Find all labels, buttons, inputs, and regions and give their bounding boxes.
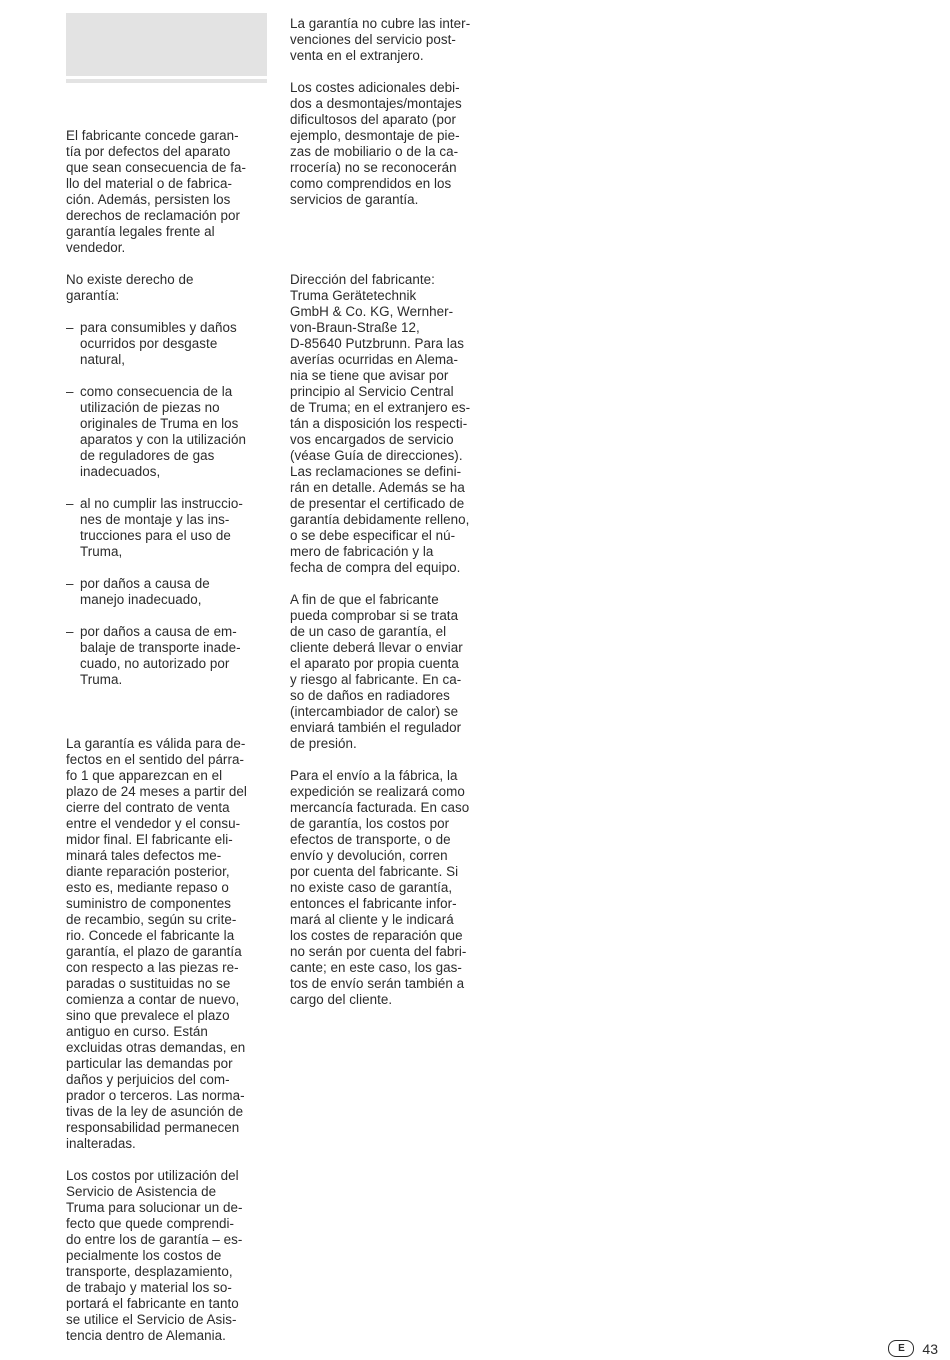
language-badge: E bbox=[888, 1340, 914, 1357]
abroad-service-paragraph: La garantía no cubre las inter- venciones del servicio post- venta en el extranjero. bbox=[290, 16, 471, 63]
warranty-validity-paragraph: La garantía es válida para de- fectos en el sentido del párra- fo 1 que apparezcan en el plazo de 24 meses a partir del cierre del contrato de venta entre el vendedor y el consu- midor final. El fabricante eli- minará tales defectos me- diante reparación posterior, esto es, mediante repaso o suministro de componentes de recambio, según su crite- rio. Concede el fabricante la garantía, el plazo de garantía con respecto a las piezas re- paradas o sustituidas no se comienza a contar de nuevo, sino que prevalece el plazo antiguo en curso. Están excluidas otras demandas, en particular las demandas por daños y perjuicios del com- prador o terceros. Las norma- tivas de la ley de asunción de responsabilidad permanecen inalteradas. bbox=[66, 736, 247, 1151]
exclusion-text: al no cumplir las instruccio- nes de montaje y las ins- trucciones para el uso de Truma, bbox=[80, 496, 243, 559]
dash-bullet: – bbox=[66, 576, 74, 591]
manufacturer-address-paragraph: Dirección del fabricante: Truma Gerätetechnik GmbH & Co. KG, Wernher- von-Braun-Straße 12, D-85640 Putzbrunn. Para las averías ocurridas en Alema- nia se tiene que avisar por principio al Servicio Central de Truma; en el extranjero es- tán a disposición los respecti- vos encargados de servicio (véase Guía de direcciones). Las reclamaciones se defini- rán en detalle. Además se ha de presentar el certificado de garantía debidamente relleno, o se debe especificar el nú- mero de fabricación y la fecha de compra del equipo. bbox=[290, 272, 471, 575]
exclusion-item bbox=[66, 320, 271, 368]
page-number: 43 bbox=[922, 1340, 938, 1357]
exclusion-text: como consecuencia de la utilización de piezas no originales de Truma en los aparatos y con la utilización de reguladores de gas inadecuados, bbox=[80, 384, 246, 479]
right-column bbox=[290, 16, 495, 1008]
dash-bullet: – bbox=[66, 384, 74, 399]
no-warranty-intro: No existe derecho de garantía: bbox=[66, 272, 194, 303]
shipping-paragraph: Para el envío a la fábrica, la expedición se realizará como mercancía facturada. En caso de garantía, los costos por efectos de transporte, o de envío y devolución, corren por cuenta del fabricante. Si no existe caso de garantía, entonces el fabricante infor- mará al cliente y le indicará los costes de reparación que no serán por cuenta del fabri- cante; en este caso, los gas- tos de envío serán también a cargo del cliente. bbox=[290, 768, 470, 1007]
exclusion-text: por daños a causa de manejo inadecuado, bbox=[80, 576, 210, 607]
dash-bullet: – bbox=[66, 624, 74, 639]
warranty-intro-paragraph: El fabricante concede garan- tía por defectos del aparato que sean consecuencia de fa- llo del material o de fabrica- ción. Además, persisten los derechos de reclamación por garantía legales frente al vendedor. bbox=[66, 128, 247, 255]
exclusion-item bbox=[66, 576, 271, 608]
exclusion-text: por daños a causa de em- balaje de transporte inade- cuado, no autorizado por Truma. bbox=[80, 624, 241, 687]
header-rule bbox=[66, 79, 267, 83]
additional-costs-paragraph: Los costes adicionales debi- dos a desmontajes/montajes dificultosos del aparato (por ejemplo, desmontaje de pie- zas de mobiliario o de la ca- rrocería) no se reconocerán como comprendidos en los servicios de garantía. bbox=[290, 80, 462, 207]
exclusion-item bbox=[66, 384, 271, 480]
dash-bullet: – bbox=[66, 496, 74, 511]
exclusion-item bbox=[66, 496, 271, 560]
page-footer bbox=[888, 1340, 938, 1357]
verification-paragraph: A fin de que el fabricante pueda comprobar si se trata de un caso de garantía, el cliente deberá llevar o enviar el aparato por propia cuenta y riesgo al fabricante. En ca- so de daños en radiadores (intercambiador de calor) se enviará también el regulador de presión. bbox=[290, 592, 463, 751]
dash-bullet: – bbox=[66, 320, 74, 335]
header-gray-box bbox=[66, 13, 267, 76]
left-column bbox=[66, 128, 271, 1344]
service-costs-paragraph: Los costos por utilización del Servicio de Asistencia de Truma para solucionar un de- fecto que quede comprendi- do entre los de garantía – es- pecialmente los costos de transporte, desplazamiento, de trabajo y material los so- portará el fabricante en tanto se utilice el Servicio de Asis- tencia dentro de Alemania. bbox=[66, 1168, 243, 1343]
exclusion-item bbox=[66, 624, 271, 688]
exclusion-text: para consumibles y daños ocurridos por desgaste natural, bbox=[80, 320, 237, 367]
